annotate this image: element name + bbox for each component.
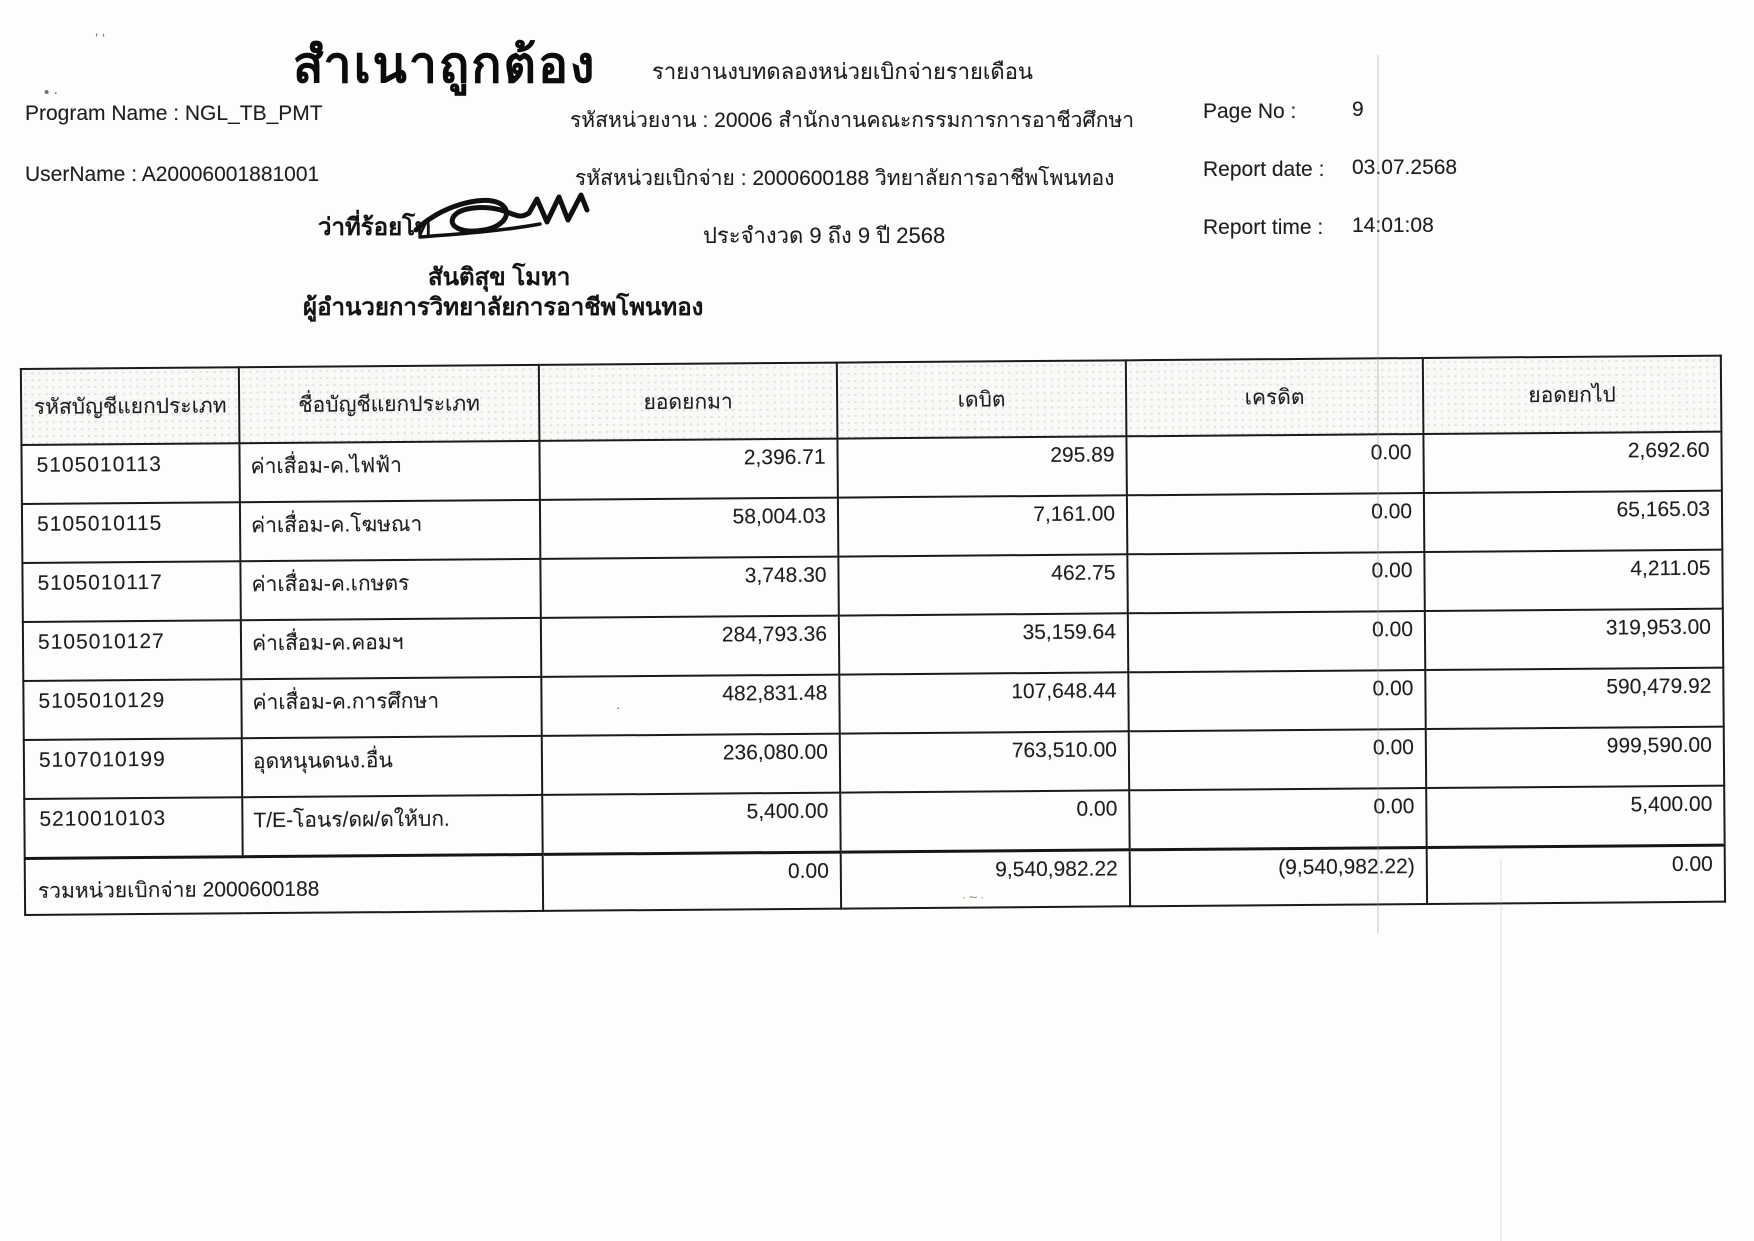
report-title: รายงานงบทดลองหน่วยเบิกจ่ายรายเดือน xyxy=(652,59,1033,84)
page-no-label: Page No : xyxy=(1203,100,1297,123)
account-code-cell: 5107010199 xyxy=(24,738,242,799)
col-header-debit: เดบิต xyxy=(837,360,1127,438)
scan-speck: •· xyxy=(44,84,63,101)
scan-edge-line xyxy=(1500,858,1502,1241)
account-name-cell: อุดหนุนดนง.อื่น xyxy=(242,736,542,797)
disbursement-unit-field: รหัสหน่วยเบิกจ่าย : 2000600188 วิทยาลัยการอาชีพโพนทอง xyxy=(575,167,1115,190)
table-body xyxy=(21,432,1724,858)
credit-amount-cell: 0.00 xyxy=(1127,493,1424,554)
credit-amount-cell: 0.00 xyxy=(1129,729,1426,790)
account-code-cell: 5105010113 xyxy=(21,443,239,504)
report-date-label: Report date : xyxy=(1203,158,1325,181)
opening-amount-cell: 236,080.00 xyxy=(542,734,840,795)
credit-amount-cell: 0.00 xyxy=(1127,552,1424,613)
scan-speck: ’ ‘ xyxy=(95,30,106,46)
debit-amount-cell: 462.75 xyxy=(838,554,1127,615)
debit-amount-cell: 295.89 xyxy=(837,436,1126,497)
closing-amount-cell: 2,692.60 xyxy=(1423,432,1721,493)
closing-amount-cell: 319,953.00 xyxy=(1425,609,1723,670)
account-code-cell: 5105010129 xyxy=(23,679,241,740)
opening-amount-cell: 2,396.71 xyxy=(539,439,837,500)
table-header-row xyxy=(21,356,1722,445)
report-time-label: Report time : xyxy=(1203,216,1324,239)
col-header-opening-balance: ยอดยกมา xyxy=(539,363,838,441)
account-name-cell: ค่าเสื่อม-ค.คอมฯ xyxy=(241,618,541,679)
opening-amount-cell: 3,748.30 xyxy=(540,557,838,618)
closing-amount-cell: 999,590.00 xyxy=(1426,727,1724,788)
account-code-cell: 5105010127 xyxy=(23,620,241,681)
debit-amount-cell: 0.00 xyxy=(840,790,1129,851)
total-debit-cell: 9,540,982.22 xyxy=(841,849,1130,908)
account-name-cell: T/E-โอนร/ดผ/ดให้บก. xyxy=(242,795,542,856)
opening-amount-cell: 482,831.48 xyxy=(541,675,839,736)
report-time-value: 14:01:08 xyxy=(1352,214,1434,237)
scan-speck: ·∼· xyxy=(962,890,987,904)
account-name-cell: ค่าเสื่อม-ค.การศึกษา xyxy=(241,677,541,738)
credit-amount-cell: 0.00 xyxy=(1128,611,1425,672)
credit-amount-cell: 0.00 xyxy=(1126,434,1423,495)
credit-amount-cell: 0.00 xyxy=(1129,788,1426,849)
program-name-field: Program Name : NGL_TB_PMT xyxy=(25,102,323,125)
account-code-cell: 5210010103 xyxy=(24,797,242,858)
account-code-cell: 5105010115 xyxy=(22,502,240,563)
scan-fold-line xyxy=(1377,55,1379,933)
scan-speck: · xyxy=(616,700,621,715)
total-credit-cell: (9,540,982.22) xyxy=(1130,847,1427,906)
closing-amount-cell: 5,400.00 xyxy=(1426,786,1724,847)
signer-name: สันติสุข โมหา xyxy=(428,264,571,291)
debit-amount-cell: 35,159.64 xyxy=(839,613,1128,674)
signer-rank: ว่าที่ร้อยโท xyxy=(318,214,431,241)
opening-amount-cell: 58,004.03 xyxy=(540,498,838,559)
closing-amount-cell: 4,211.05 xyxy=(1424,550,1722,611)
account-code-cell: 5105010117 xyxy=(22,561,240,622)
certified-copy-stamp: สำเนาถูกต้อง xyxy=(293,37,597,93)
closing-amount-cell: 65,165.03 xyxy=(1424,491,1722,552)
account-name-cell: ค่าเสื่อม-ค.เกษตร xyxy=(240,559,540,620)
debit-amount-cell: 763,510.00 xyxy=(840,731,1129,792)
account-name-cell: ค่าเสื่อม-ค.ไฟฟ้า xyxy=(239,441,539,502)
signer-position: ผู้อำนวยการวิทยาลัยการอาชีพโพนทอง xyxy=(303,294,704,321)
closing-amount-cell: 590,479.92 xyxy=(1425,668,1723,729)
total-closing-cell: 0.00 xyxy=(1427,845,1725,904)
opening-amount-cell: 284,793.36 xyxy=(541,616,839,677)
col-header-credit: เครดิต xyxy=(1126,358,1424,436)
col-header-account-name: ชื่อบัญชีแยกประเภท xyxy=(239,365,540,443)
username-field: UserName : A20006001881001 xyxy=(25,163,320,186)
debit-amount-cell: 107,648.44 xyxy=(839,672,1128,733)
total-opening-cell: 0.00 xyxy=(543,852,841,911)
credit-amount-cell: 0.00 xyxy=(1128,670,1425,731)
total-label-cell: รวมหน่วยเบิกจ่าย 2000600188 xyxy=(25,854,543,915)
table-total-row xyxy=(25,845,1725,915)
col-header-closing-balance: ยอดยกไป xyxy=(1423,356,1722,434)
handwritten-signature xyxy=(410,190,592,252)
trial-balance-table xyxy=(20,355,1726,916)
page-no-value: 9 xyxy=(1352,98,1364,121)
report-date-value: 03.07.2568 xyxy=(1352,156,1458,179)
opening-amount-cell: 5,400.00 xyxy=(542,793,840,854)
agency-code-field: รหัสหน่วยงาน : 20006 สำนักงานคณะกรรมการการอาชีวศึกษา xyxy=(570,109,1135,132)
period-field: ประจำงวด 9 ถึง 9 ปี 2568 xyxy=(703,223,946,248)
debit-amount-cell: 7,161.00 xyxy=(838,495,1127,556)
col-header-account-code: รหัสบัญชีแยกประเภท xyxy=(21,367,240,445)
account-name-cell: ค่าเสื่อม-ค.โฆษณา xyxy=(240,500,540,561)
